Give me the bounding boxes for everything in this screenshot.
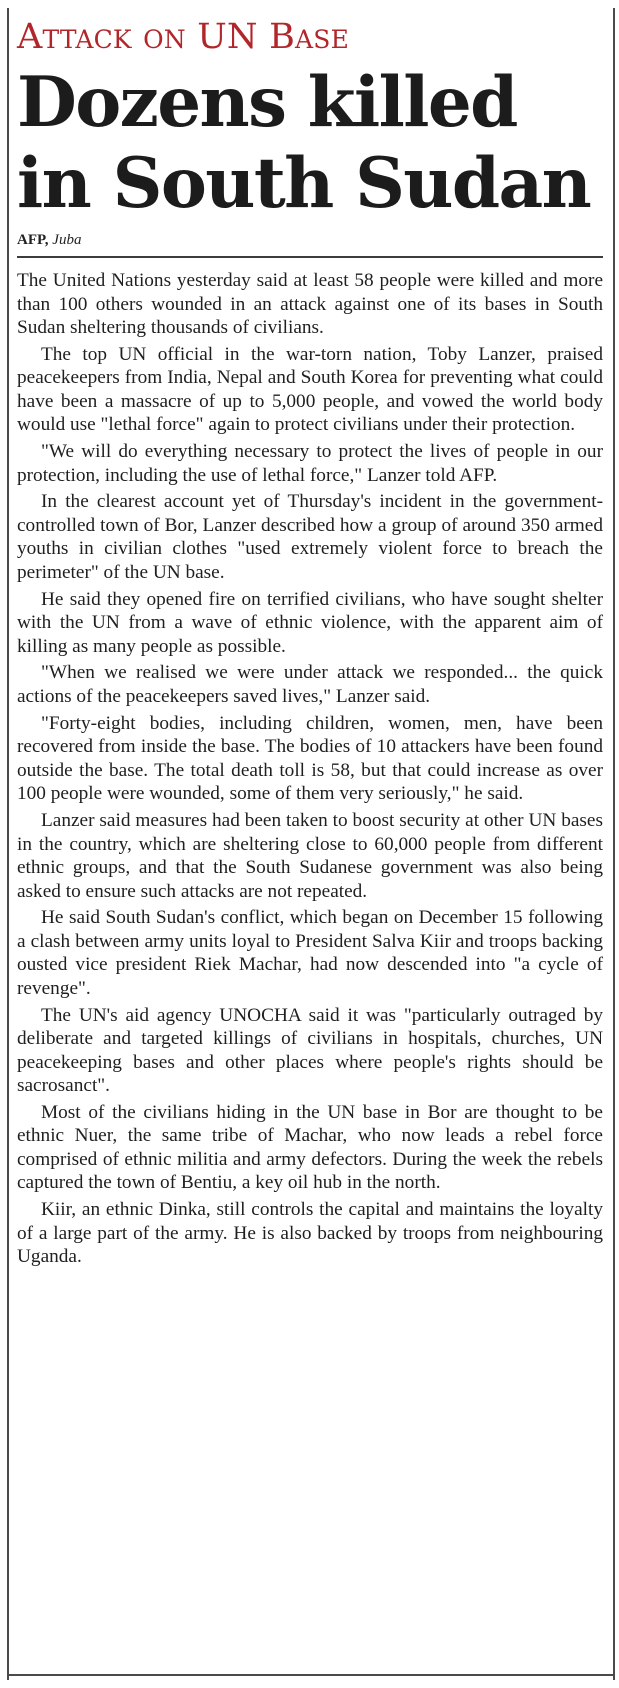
paragraph: "Forty-eight bodies, including children, women, men, have been recovered from inside the base. The bodies of 10 attackers have been found outside the base. The total death toll is 58, but that could increase as over 100 people were wounded, some of them very seriously," he said. (17, 712, 603, 805)
kicker-word-ttack-on: ttack on (42, 17, 198, 57)
kicker (17, 14, 603, 60)
paragraph: He said they opened fire on terrified civilians, who have sought shelter with the UN from a wave of ethnic violence, with the apparent aim of killing as many people as possible. (17, 588, 603, 657)
kicker-word-ase: ase (295, 17, 350, 57)
headline-line-1: Dozens killed (17, 62, 517, 143)
bottom-border-rule (7, 1674, 615, 1676)
kicker-word-un: UN (197, 17, 258, 57)
paragraph: Most of the civilians hiding in the UN base in Bor are thought to be ethnic Nuer, the same tribe of Machar, who now leads a rebel force comprised of ethnic militia and army defectors. During the week the rebels captured the town of Bentiu, a key oil hub in the north. (17, 1101, 603, 1194)
paragraph: The UN's aid agency UNOCHA said it was "particularly outraged by deliberate and targeted killings of civilians in hospitals, churches, UN peacekeeping bases and other places where people's rights should be sacrosanct". (17, 1004, 603, 1097)
byline-rule (17, 256, 603, 258)
byline (17, 230, 603, 250)
paragraph: "We will do everything necessary to protect the lives of people in our protection, including the use of lethal force," Lanzer told AFP. (17, 441, 603, 486)
paragraph: In the clearest account yet of Thursday's incident in the government-controlled town of Bor, Lanzer described how a group of around 350 armed youths in civilian clothes "used extremely violent force to breach the perimeter" of the UN base. (17, 491, 603, 583)
headline-line-2: in South Sudan (17, 143, 591, 224)
left-border-rule (7, 8, 9, 1680)
paragraph: The United Nations yesterday said at least 58 people were killed and more than 100 others wounded in an attack against one of its bases in South Sudan sheltering thousands of civilians. (17, 270, 603, 338)
article-body (17, 269, 603, 1269)
paragraph: Lanzer said measures had been taken to boost security at other UN bases in the country, which are sheltering close to 60,000 people from different ethnic groups, and that the South Sudanese government was also being asked to ensure such attacks are not repeated. (17, 810, 603, 902)
byline-agency: AFP, (17, 232, 49, 248)
paragraph: He said South Sudan's conflict, which began on December 15 following a clash between army units loyal to President Salva Kiir and troops backing ousted vice president Riek Machar, had now descended into "a cycle of revenge". (17, 907, 603, 999)
paragraph: "When we realised we were under attack we responded... the quick actions of the peacekeepers saved lives," Lanzer said. (17, 662, 603, 707)
paragraph: Kiir, an ethnic Dinka, still controls the capital and maintains the loyalty of a large part of the army. He is also backed by troops from neighbouring Uganda. (17, 1199, 603, 1268)
kicker-initial-a: A (17, 17, 43, 57)
headline (17, 62, 603, 224)
byline-place: Juba (52, 232, 82, 248)
kicker-initial-b: B (269, 17, 295, 57)
right-border-rule (613, 8, 615, 1680)
paragraph: The top UN official in the war-torn nation, Toby Lanzer, praised peacekeepers from India, Nepal and South Korea for preventing what could have been a massacre of up to 5,000 people, and vowed the world body would use "lethal force" again to protect civilians under their protection. (17, 343, 603, 436)
article (17, 14, 603, 1272)
kicker-space (258, 17, 269, 57)
